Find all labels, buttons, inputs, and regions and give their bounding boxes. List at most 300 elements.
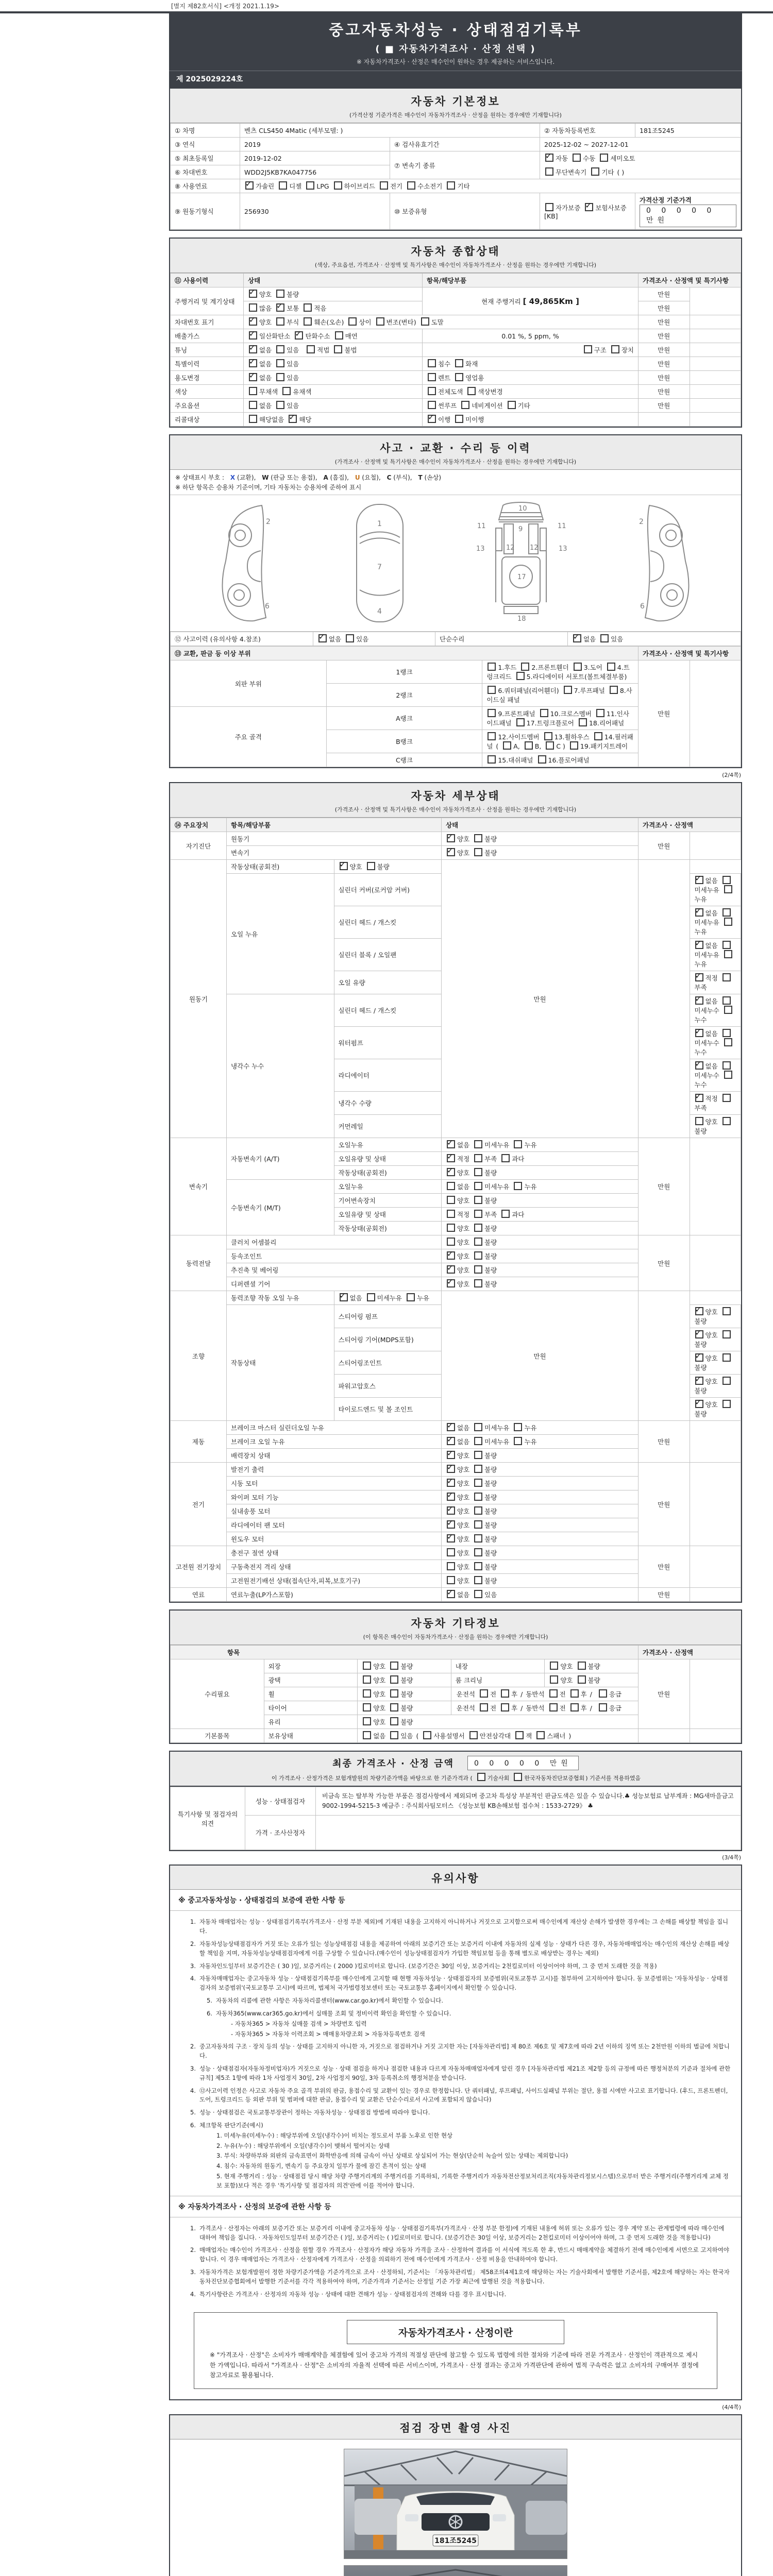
checkbox[interactable] [600,154,608,162]
checkbox-group [244,385,423,399]
checkbox[interactable] [363,1675,371,1684]
checkbox[interactable] [474,1493,482,1501]
checkbox[interactable] [249,303,257,312]
first-registration-value: 2019-12-02 [240,151,390,165]
checkbox[interactable] [695,876,703,884]
mileage-label: 현재 주행거리 [481,297,521,306]
checkbox[interactable] [550,1662,558,1670]
checkbox-label: 양호 [373,1690,386,1698]
checkbox-label: 불량 [694,1317,707,1325]
checkbox[interactable] [340,1293,348,1301]
code-u: U [355,474,360,481]
checkbox[interactable] [695,1330,703,1338]
checkbox[interactable] [474,1238,482,1246]
checkbox-label: 누수 [694,1048,707,1056]
checkbox[interactable] [474,1548,482,1556]
checkbox[interactable] [318,634,327,642]
checkbox[interactable] [488,755,496,764]
checkbox-label: 미세누유 [484,1424,510,1432]
checkbox[interactable] [722,908,731,917]
checkbox[interactable] [447,1423,455,1431]
item-label: 구동축전지 격리 상태 [227,1560,442,1574]
checkbox-label: 렌트 [438,374,451,382]
checkbox[interactable] [474,1451,482,1459]
checkbox[interactable] [722,876,731,884]
rank-label: 2랭크 [326,684,482,707]
notice-item: 5. 자동차의 리콜에 관한 사항은 자동차리콜센터(www.car.go.kr)에서 확인할 수 있습니다. [207,1997,444,2005]
checkbox[interactable] [474,1465,482,1473]
group-label: 기본품목 [171,1729,264,1743]
checkbox-label: 양호 [259,291,272,298]
checkbox[interactable] [474,1140,482,1148]
checkbox-label: A, [513,742,520,750]
checkbox[interactable] [334,181,342,190]
checkbox[interactable] [594,732,602,740]
row-label: 타이어 [264,1701,358,1715]
checkbox[interactable] [722,941,731,949]
checkbox[interactable] [249,387,257,395]
checkbox[interactable] [467,387,476,395]
checkbox[interactable] [279,181,287,190]
checkbox[interactable] [428,373,436,381]
checkbox[interactable] [367,1293,375,1301]
checkbox[interactable] [363,1731,371,1739]
checkbox-group [482,753,638,767]
checkbox[interactable] [447,1576,455,1584]
checkbox[interactable] [276,317,284,326]
checkbox[interactable] [474,1265,482,1274]
checkbox[interactable] [525,741,533,750]
checkbox[interactable] [514,1423,522,1431]
checkbox[interactable] [600,634,609,642]
checkbox-label: 누수 [694,1081,707,1089]
checkbox[interactable] [477,1773,485,1781]
checkbox[interactable] [421,317,429,326]
checkbox[interactable] [447,1451,455,1459]
checkbox[interactable] [474,1182,482,1190]
checkbox[interactable] [610,686,618,694]
checkbox[interactable] [501,1703,509,1711]
checkbox[interactable] [282,387,291,395]
checkbox[interactable] [722,1377,731,1385]
checkbox[interactable] [249,331,257,340]
checkbox[interactable] [480,1703,488,1711]
checkbox-label: 불량 [484,1494,497,1501]
checkbox-label: 기타 [601,168,614,176]
checkbox[interactable] [249,401,257,409]
base-price-value: 0 0 0 0 0 만원 [640,205,736,227]
checkbox[interactable] [249,290,257,298]
checkbox[interactable] [295,331,303,340]
checkbox[interactable] [245,181,254,190]
current-mileage [423,287,638,315]
checkbox[interactable] [249,359,257,367]
checkbox-group [244,301,423,315]
option-suffix: ) [566,1732,572,1740]
checkbox[interactable] [428,415,436,423]
checkbox-label: 불량 [400,1690,413,1698]
notice-subitem: 3. 부식: 차량하부와 외판의 금속표면이 화학반응에 의해 금속이 아닌 상태로 상실되어 가는 현상(단순히 녹슬어 있는 상태는 제외합니다) [216,2152,568,2160]
checkbox[interactable] [695,1094,703,1102]
checkbox[interactable] [488,709,496,717]
checkbox[interactable] [514,1773,522,1781]
checkbox[interactable] [390,1703,398,1711]
checkbox[interactable] [474,1506,482,1515]
checkbox[interactable] [695,1353,703,1362]
checkbox[interactable] [501,1689,509,1698]
checkbox[interactable] [306,181,314,190]
checkbox[interactable] [695,1029,703,1037]
checkbox[interactable] [447,1238,455,1246]
checkbox-label: 응급 [609,1690,622,1698]
checkbox[interactable] [447,1265,455,1274]
checkbox[interactable] [390,1675,398,1684]
checkbox[interactable] [447,1534,455,1543]
checkbox[interactable] [722,996,731,1005]
checkbox[interactable] [516,718,525,726]
checkbox[interactable] [574,663,582,671]
checkbox[interactable] [335,331,343,340]
checkbox[interactable] [407,181,415,190]
checkbox[interactable] [514,1182,522,1190]
checkbox-label: 양호 [373,1704,386,1712]
checkbox[interactable] [474,1437,482,1445]
checkbox[interactable] [545,154,553,162]
checkbox[interactable] [447,834,455,842]
checkbox[interactable] [549,1703,558,1711]
checkbox[interactable] [474,1251,482,1260]
checkbox[interactable] [549,1689,558,1698]
checkbox-label: 양호 [373,1663,386,1670]
overall-note: (색상, 주요옵션, 가격조사 · 산정액 및 특기사항은 매수인이 자동차가격조사 · 산정을 원하는 경우에만 기재합니다) [314,262,597,268]
checkbox[interactable] [447,1196,455,1204]
checkbox[interactable] [447,1279,455,1287]
checkbox[interactable] [474,1479,482,1487]
checkbox[interactable] [570,1703,579,1711]
checkbox[interactable] [390,1731,398,1739]
checkbox[interactable] [695,1377,703,1385]
checkbox[interactable] [521,663,529,671]
checkbox[interactable] [447,1465,455,1473]
checkbox[interactable] [545,167,553,176]
checkbox[interactable] [276,401,284,409]
row-label: 차대번호 표기 [171,315,244,329]
checkbox[interactable] [591,167,599,176]
checkbox[interactable] [515,1731,524,1739]
checkbox[interactable] [599,1703,607,1711]
checkbox[interactable] [724,1071,732,1079]
checkbox[interactable] [596,709,604,717]
item-label: 변속기 [227,846,442,860]
checkbox[interactable] [447,1210,455,1218]
checkbox[interactable] [599,1689,607,1698]
checkbox[interactable] [564,686,572,694]
checkbox[interactable] [447,1437,455,1445]
checkbox[interactable] [540,709,548,717]
checkbox[interactable] [447,1493,455,1501]
checkbox[interactable] [276,373,284,381]
checkbox[interactable] [536,1731,545,1739]
checkbox[interactable] [722,1094,731,1102]
notice-subheading-2: ※ 자동차가격조사 · 산정의 보증에 관한 사항 등 [170,2196,741,2217]
svg-text:7: 7 [377,563,382,571]
checkbox[interactable] [585,203,593,211]
checkbox[interactable] [474,1576,482,1584]
checkbox[interactable] [461,401,469,409]
checkbox-label: 10.크로스멤버 [550,710,592,718]
checkbox[interactable] [348,317,357,326]
checkbox[interactable] [546,741,554,750]
checkbox[interactable] [249,415,257,423]
checkbox[interactable] [447,181,455,190]
checkbox[interactable] [363,1662,371,1670]
price-cell: 만원 [638,1546,690,1588]
checkbox[interactable] [304,303,312,312]
checkbox[interactable] [428,387,436,395]
remark-cell [690,832,741,860]
code-x-label: (교환), [237,474,256,481]
row-label: 리콜대상 [171,413,244,427]
checkbox[interactable] [276,359,284,367]
checkbox[interactable] [544,732,552,740]
checkbox[interactable] [584,345,592,353]
checkbox[interactable] [346,634,354,642]
checkbox[interactable] [447,1154,455,1162]
checkbox[interactable] [376,317,384,326]
checkbox-group [313,632,435,646]
remark-cell [690,1421,741,1463]
remark-cell [690,1659,741,1729]
checkbox-label: 양호 [457,1480,470,1487]
checkbox-group [690,1059,741,1092]
checkbox[interactable] [488,732,496,740]
checkbox[interactable] [276,290,284,298]
checkbox[interactable] [289,415,297,423]
checkbox[interactable] [474,834,482,842]
item-label: 충전구 절연 상태 [227,1546,442,1560]
checkbox[interactable] [307,345,315,353]
page-title: 중고자동차성능 · 상태점검기록부 [329,21,582,39]
checkbox-label: 17.트렁크플로어 [526,719,574,727]
checkbox-group [482,684,638,707]
checkbox[interactable] [474,1154,482,1162]
option-suffix: / [518,1704,525,1712]
checkbox[interactable] [447,1479,455,1487]
checkbox-label: 미세누유 [484,1438,510,1446]
checkbox[interactable] [516,672,525,680]
checkbox[interactable] [474,1562,482,1570]
checkbox[interactable] [501,1210,510,1218]
checkbox[interactable] [276,303,284,312]
checkbox[interactable] [695,1400,703,1408]
checkbox[interactable] [573,154,581,162]
checkbox-label: 12.사이드멤버 [498,733,540,741]
page-title-note: ※ 자동차가격조사 · 산정은 매수인이 원하는 경우 제공하는 서비스입니다. [356,58,555,65]
checkbox[interactable] [724,885,732,893]
checkbox[interactable] [695,1117,703,1125]
checkbox[interactable] [249,373,257,381]
checkbox-group [244,343,423,357]
checkbox[interactable] [514,1140,522,1148]
checkbox[interactable] [695,996,703,1005]
definition-box-title: 자동차가격조사 · 산정이란 [347,2320,564,2344]
option-suffix: ( ) [615,168,625,176]
checkbox-label: 2.프론트휀더 [531,664,569,671]
checkbox[interactable] [474,1224,482,1232]
svg-text:2: 2 [266,518,271,526]
checkbox-label: 썬루프 [438,402,457,410]
checkbox[interactable] [474,1534,482,1543]
basic-info-title: 자동차 기본정보 [411,95,500,108]
checkbox[interactable] [428,401,436,409]
checkbox[interactable] [550,1675,558,1684]
checkbox-label: 없음 [457,1141,470,1149]
checkbox[interactable] [722,1400,731,1408]
checkbox-label: 훼손(오손) [314,318,344,326]
item-label: 원동기 [227,832,442,846]
checkbox-group [690,1351,741,1375]
checkbox[interactable] [474,1520,482,1529]
checkbox[interactable] [390,1689,398,1698]
checkbox[interactable] [447,1506,455,1515]
checkbox[interactable] [722,1353,731,1362]
checkbox[interactable] [508,401,516,409]
price-cell: 만원 [638,1138,690,1235]
checkbox-label: 양호 [457,1577,470,1585]
checkbox[interactable] [538,755,546,764]
group-label: 원동기 [171,860,227,1138]
checkbox[interactable] [722,1117,731,1125]
checkbox[interactable] [503,741,511,750]
checkbox[interactable] [570,741,578,750]
checkbox[interactable] [363,1689,371,1698]
checkbox[interactable] [447,1168,455,1176]
checkbox[interactable] [722,973,731,981]
checkbox[interactable] [276,345,284,353]
checkbox[interactable] [695,1307,703,1315]
checkbox[interactable] [407,1293,415,1301]
checkbox-label: 있음 [287,346,299,354]
checkbox[interactable] [428,359,436,367]
notice-item: 3. 성능 · 상태점검자(자동차정비업자)가 거짓으로 성능 · 상태 점검을 하거나 점검한 내용과 다르게 자동차매매업자에게 알린 경우 [자동차관리법 제21조 제2항 등의 규정에 따른 행정처분의 기준과 절차에 관한 규칙] 제5조 1항에 따라 1차 사업정지 30일, 2차 사업정지 90일, 3차 등록취소의 행정처분을 받습니다. [190,2064,731,2081]
remark-cell [690,315,741,329]
checkbox[interactable] [469,1731,478,1739]
checkbox[interactable] [447,1548,455,1556]
checkbox[interactable] [423,1731,431,1739]
checkbox[interactable] [447,1520,455,1529]
checkbox[interactable] [304,317,312,326]
checkbox[interactable] [722,1061,731,1070]
checkbox[interactable] [380,181,388,190]
checkbox[interactable] [545,203,553,211]
checkbox[interactable] [695,1061,703,1070]
checkbox[interactable] [722,1330,731,1338]
checkbox-group [442,1166,638,1180]
checkbox[interactable] [367,862,375,870]
checkbox[interactable] [722,1029,731,1037]
checkbox[interactable] [578,1675,586,1684]
checkbox[interactable] [611,345,619,353]
checkbox[interactable] [480,1689,488,1698]
checkbox[interactable] [390,1717,398,1725]
checkbox-label: 양호 [560,1663,573,1670]
checkbox[interactable] [447,1251,455,1260]
field-label: ② 자동차등록번호 [540,124,635,138]
checkbox[interactable] [514,1437,522,1445]
svg-text:12: 12 [506,544,515,552]
checkbox[interactable] [455,373,463,381]
field-label: ⑨ 원동기형식 [171,193,240,230]
checkbox[interactable] [570,1689,579,1698]
checkbox[interactable] [488,686,496,694]
checkbox[interactable] [474,1196,482,1204]
checkbox[interactable] [455,359,463,367]
checkbox[interactable] [390,1662,398,1670]
checkbox[interactable] [447,1562,455,1570]
checkbox[interactable] [334,345,342,353]
checkbox[interactable] [579,718,587,726]
checkbox[interactable] [695,908,703,917]
checkbox[interactable] [724,950,732,958]
checkbox-label: 전체도색 [438,388,463,396]
checkbox[interactable] [474,1279,482,1287]
checkbox[interactable] [474,1590,482,1598]
checkbox[interactable] [474,848,482,856]
checkbox[interactable] [447,1590,455,1598]
price-cell: 만원 [638,832,690,860]
model-year-value: 2019 [240,138,390,151]
checkbox-group [442,1546,638,1560]
checkbox[interactable] [447,1140,455,1148]
checkbox[interactable] [447,848,455,856]
checkbox[interactable] [488,663,496,671]
checkbox[interactable] [447,1224,455,1232]
checkbox[interactable] [695,973,703,981]
checkbox[interactable] [363,1703,371,1711]
checkbox[interactable] [573,634,581,642]
group-label: 고전원 전기장치 [171,1546,227,1588]
checkbox-label: 불량 [587,1663,600,1670]
checkbox[interactable] [455,415,463,423]
checkbox[interactable] [607,663,615,671]
remark-cell [638,860,690,1138]
checkbox[interactable] [724,1006,732,1014]
checkbox[interactable] [447,1182,455,1190]
checkbox[interactable] [249,317,257,326]
checkbox-group [482,660,638,684]
checkbox[interactable] [340,862,348,870]
checkbox[interactable] [724,918,732,926]
checkbox[interactable] [578,1662,586,1670]
detail-title: 자동차 세부상태 [411,790,500,802]
row-label: 색상 [171,385,244,399]
checkbox-group [442,1532,638,1546]
checkbox[interactable] [501,1154,510,1162]
checkbox-label: 5.라디에이터 서포트(볼트체결부품) [526,673,627,681]
checkbox-label: 영업용 [465,374,484,382]
option-suffix: ( [414,1732,419,1740]
row-label: 용도변경 [171,371,244,385]
checkbox[interactable] [249,345,257,353]
checkbox[interactable] [474,1210,482,1218]
checkbox[interactable] [695,941,703,949]
item-label: 오일유량 및 상태 [334,1208,442,1222]
checkbox[interactable] [474,1423,482,1431]
checkbox[interactable] [724,1038,732,1046]
checkbox[interactable] [722,1307,731,1315]
checkbox[interactable] [474,1168,482,1176]
checkbox[interactable] [363,1717,371,1725]
